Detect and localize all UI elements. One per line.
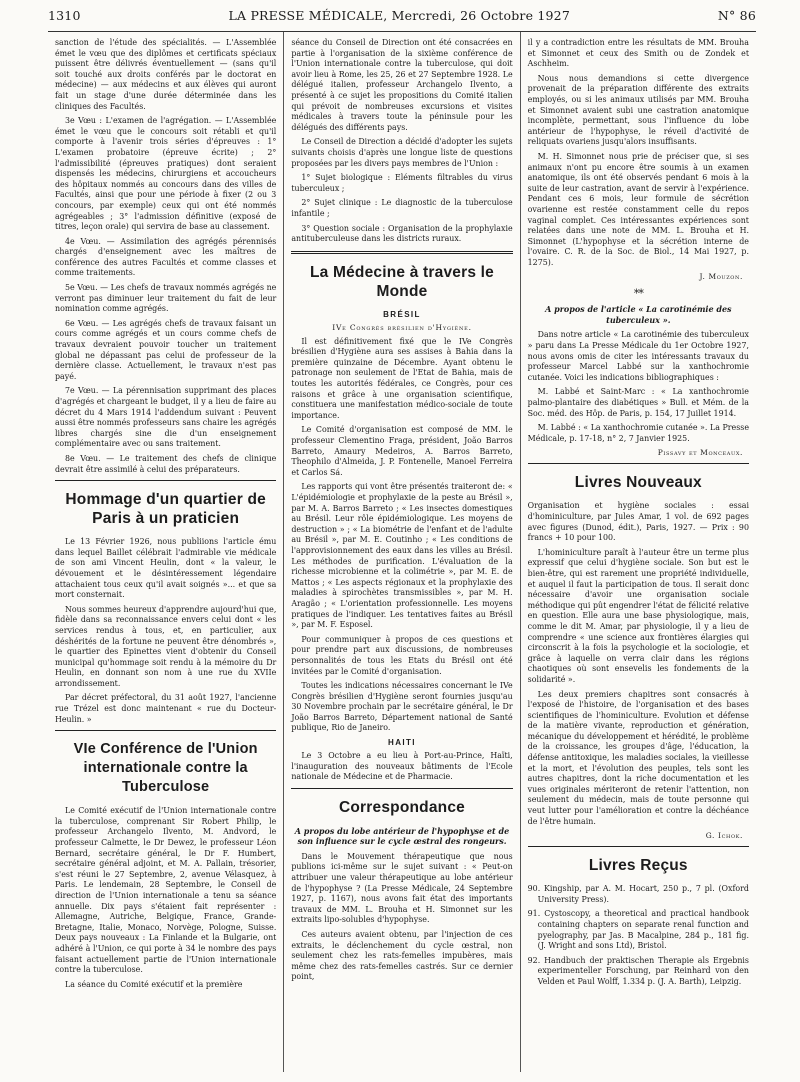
hommage-title: Hommage d'un quartier de Paris à un praticien bbox=[65, 491, 266, 528]
column-2 bbox=[283, 32, 519, 1072]
publication-title: LA PRESSE MÉDICALE, Mercredi, 26 Octobre 1927 bbox=[228, 8, 570, 23]
paragraph: 2° Sujet clinique : Le diagnostic de la tuberculose infantile ; bbox=[291, 198, 513, 218]
paragraph: Dans notre article « La carotinémie des tuberculeux » paru dans La Presse Médicale du 1er Octobre 1927, nous avons omis de citer les intéressants travaux du professeur Marcel Labbé sur la xanthochromie cutanée. Voici les indications bibliographiques : bbox=[527, 330, 749, 382]
paragraph: M. H. Simonnet nous prie de préciser que, si ses animaux n'ont pu encore être soumis à un examen anatomique, ils ont été observés pendant 6 mois à la suite de leur castration, avant de servir à l'expérience. Pendant ces 6 mois, leur formule de sécrétion ovarienne est restée constamment celle du repos vaginal complet. Ces intéressantes expériences sont relatées dans une note de MM. L. Brouha et H. Simonnet (L'hypophyse et la sécrétion interne de l'ovaire. C. R. de la Soc. de Biol., 14 Mai 1927, p. 1275). bbox=[527, 151, 749, 267]
paragraph: Par décret préfectoral, du 31 août 1927, l'ancienne rue Trézel est donc maintenant « rue du Docteur-Heulin. » bbox=[55, 693, 277, 724]
paragraph: Le Conseil de Direction a décidé d'adopter les sujets suivants choisis d'après une longue liste de questions proposées par les divers pays membres de l'Union : bbox=[291, 137, 513, 168]
page-number: 1310 bbox=[48, 8, 81, 23]
paragraph: Nous sommes heureux d'apprendre aujourd'hui que, fidèle dans sa reconnaissance envers celui dont « les services rendus à tous, et, en particulier, aux déshérités de la fortune ne peuvent être dénombrés », le quartier des Epinettes vient d'obtenir du Conseil municipal qu'hommage soit rendu à la mémoire du Dr Heulin, en donnant son nom à une rue du XVIIe arrondissement. bbox=[55, 604, 277, 688]
paragraph: M. Labbé : « La xanthochromie cutanée ». La Presse Médicale, p. 17-18, n° 2, 7 Janvier 1925. bbox=[527, 423, 749, 443]
signature: G. Ichok. bbox=[705, 831, 743, 841]
paragraph: Le Comité exécutif de l'Union internationale contre la tuberculose, comprenant Sir Robert Philip, le professeur Archangelo Ilvento, M. Andvord, le professeur Calmette, le Dr Dewez, le professeur Léon Bernard, secrétaire général, le Dr F. Humbert, secrétaire général adjoint, et M. A. Pallain, trésorier, s'est réuni le 27 Septembre, 2, avenue Vélasquez, à Paris. Le lendemain, 28 Septembre, le Conseil de direction de l'Union internationale a tenu sa séance annuelle. Dix pays s'étaient fait représenter : Allemagne, Autriche, Belgique, France, Grande-Bretagne, Italie, Monaco, Norvège, Pologne, Suisse. Deux pays nouveaux : La Finlande et la Bulgarie, ont adhéré à l'Union, ce qui porte à 34 le nombre des pays faisant actuellement partie de l'Union internationale contre la tuberculose. bbox=[55, 806, 277, 975]
paragraph: Organisation et hygiène sociales : essai d'hominiculture, par Jules Amar, 1 vol. de 692 pages avec figures (Dunod, édit.), Paris, 1927. — Prix : 90 francs + 10 pour 100. bbox=[527, 501, 749, 543]
bresil-subheading: IVe Congrès brésilien d'Hygiène. bbox=[332, 322, 472, 332]
bresil-heading: BRÉSIL bbox=[383, 309, 421, 319]
paragraph: sanction de l'étude des spécialités. — L'Assemblée émet le vœu que des diplômes et certificats spéciaux puissent être délivrés éventuellement — (sans qu'il soit touché aux droits conférés par le doctorat en médecine) — aux médecins et aux élèves qui auront fait un stage d'une durée déterminée dans les cliniques des Facultés. bbox=[55, 38, 277, 111]
divider bbox=[528, 846, 749, 847]
article-heading: A propos de l'article « La carotinémie des tuberculeux ». bbox=[545, 304, 732, 325]
paragraph: Le 13 Février 1926, nous publiions l'article ému dans lequel Baillet célébrait l'admirable vie médicale de son ami Vincent Heulin, dont « la valeur, le dévouement et le désintéressement légendaire attachaient tous ceux qu'il avait soignés »... et que sa mort consternait. bbox=[55, 537, 277, 600]
divider bbox=[291, 788, 512, 789]
running-header bbox=[48, 0, 756, 32]
paragraph: Les deux premiers chapitres sont consacrés à l'exposé de l'histoire, de l'organisation et des bases scientifiques de l'hominiculture. Evolution et défense de la matière vivante, reproduction et génération, mécanique du développement et hérédité, le problème de la croissance, les groupes d'âge, l'éducation, la défense antitoxique, les maladies sociales, la vieillesse et la mort, et l'évolution des peuples, tels sont les autres chapitres, dont la riche documentation et les vues originales mériteront de retenir l'attention, non seulement du médecin, mais de toute personne qui veut lutter pour l'amélioration et contre la déchéance de l'être humain. bbox=[527, 689, 749, 826]
paragraph: 3° Question sociale : Organisation de la prophylaxie antituberculeuse dans les districts ruraux. bbox=[291, 223, 513, 244]
paragraph: Pour communiquer à propos de ces questions et pour prendre part aux discussions, de nombreuses personnalités de tous les Etats du Brésil ont été invitées par le Comité d'organisation. bbox=[291, 634, 513, 676]
correspondance-subheading: A propos du lobe antérieur de l'hypophyse et de son influence sur le cycle œstral des rongeurs. bbox=[294, 825, 510, 847]
signature: Pissavy et Monceaux. bbox=[657, 448, 743, 458]
divider bbox=[291, 251, 512, 254]
paragraph: 8e Vœu. — Le traitement des chefs de clinique devrait être assimilé à celui des préparateurs. bbox=[55, 453, 277, 474]
conference-title: VIe Conférence de l'Union internationale contre la Tuberculose bbox=[73, 741, 258, 796]
livres-nouveaux-title: Livres Nouveaux bbox=[574, 474, 702, 492]
paragraph: Ces auteurs avaient obtenu, par l'injection de ces extraits, le déclenchement du cycle œstral, non seulement chez les rats-femelles impubères, mais même chez des rats-femelles castrés. Sur ce dernier point, bbox=[291, 930, 513, 982]
monde-title: La Médecine à travers le Monde bbox=[309, 263, 494, 300]
paragraph: Toutes les indications nécessaires concernant le IVe Congrès brésilien d'Hygiène seront fournies jusqu'au 30 Novembre prochain par le secrétaire général, le Dr João Barros Barreto, Département national de Santé publique, Rio de Janeiro. bbox=[291, 681, 513, 733]
paragraph: Les rapports qui vont être présentés traiteront de: « L'épidémiologie et prophylaxie de la peste au Brésil », par M. A. Barros Barreto ; « Les insectes domestiques au Brésil. Leur rôle épidémiologique. Les moyens de destruction » ; « La biométrie de l'enfant et de l'adulte au Brésil », par M. E. Coutinho ; « Les conditions de l'approvisionnement des eaux dans les villes au Brésil. Les méthodes de purification. L'évaluation de la richesse microbienne et la colimétrie », par M. E. de Mattos ; « Les aspects régionaux et la prophylaxie des maladies à spirochètes transmissibles », par M. H. Aragão ; « L'orientation professionnelle. Les moyens pratiques de l'indiquer. Les tentatives faites au Brésil », par M. F. Esposel. bbox=[291, 482, 513, 630]
paragraph: il y a contradiction entre les résultats de MM. Brouha et Simonnet et ceux des Smith ou de Zondek et Aschheim. bbox=[527, 38, 749, 69]
columns bbox=[48, 32, 756, 1072]
paragraph: Le Comité d'organisation est composé de MM. le professeur Clementino Fraga, président, João Barros Barreto, Amaury Medeiros, A. Barros Barreto, Theophilo d'Almeida, J. P. Fontenelle, Manoel Ferreira et Carlos Sá. bbox=[291, 425, 513, 477]
paragraph: La séance du Comité exécutif et la première bbox=[65, 979, 243, 989]
paragraph: 3e Vœu : L'examen de l'agrégation. — L'Assemblée émet le vœu que le concours soit rétabli et qu'il comporte à l'avenir trois séries d'épreuves : 1° L'examen probatoire (épreuve écrite) ; 2° l'admissibilité (épreuves pratiques) dont seraient dispensés les médecins, chirurgiens et accoucheurs des hôpitaux nommés au concours dans des villes de Facultés, ainsi que pour une période à fixer (2 ou 3 concours, par exemple) ceux qui ont été nommés agrégeables ; 3° l'admission définitive (exposé de titres, leçon orale) qui servira de base au classement. bbox=[55, 116, 277, 232]
haiti-heading: HAITI bbox=[388, 738, 416, 748]
correspondance-title: Correspondance bbox=[339, 798, 465, 816]
paragraph: 5e Vœu. — Les chefs de travaux nommés agrégés ne verront pas diminuer leur traitement du fait de leur nomination comme agrégés. bbox=[55, 283, 277, 314]
paragraph: 1° Sujet biologique : Eléments filtrables du virus tuberculeux ; bbox=[291, 173, 513, 193]
paragraph: Il est définitivement fixé que le IVe Congrès brésilien d'Hygiène aura ses assises à Bahia dans la première quinzaine de Décembre. Ayant obtenu le patronage non seulement de l'Etat de Bahia, mais de toutes les autorités fédérales, ce Congrès, pour ces raisons et grâce à une organisation scientifique, constituera une manifestation médico-sociale de toute importance. bbox=[291, 336, 513, 420]
column-3 bbox=[520, 32, 756, 1072]
livres-recus-title: Livres Reçus bbox=[588, 857, 688, 875]
paragraph: Le 3 Octobre a eu lieu à Port-au-Prince, Haïti, l'inauguration des nouveaux bâtiments de l'Ecole nationale de Médecine et de Pharmacie. bbox=[291, 751, 513, 782]
divider bbox=[55, 730, 276, 731]
issue-number: N° 86 bbox=[717, 8, 756, 23]
list-item: 92. Handbuch der praktischen Therapie als Ergebnis experimenteller Forschung, par Reinhard von den Velden et Paul Wolff, 1.334 p. (J. A. Barth), Leipzig. bbox=[527, 955, 749, 986]
signature: J. Mouzon. bbox=[699, 272, 743, 282]
list-item: 91. Cystoscopy, a theoretical and practical handbook containing chapters on separate renal function and pyelography, par Jas. B Macalpine, 284 p., 181 fig. (J. Wright and sons Ltd), Bristol. bbox=[527, 909, 749, 951]
paragraph: L'hominiculture paraît à l'auteur être un terme plus expressif que celui d'hygiène sociale. Son but est le bien-être, qui est rarement une propriété individuelle, et auquel il faut la participation de tous. Il serait donc nécessaire d'avoir une organisation sociale méthodique qui pût engendrer l'état de félicité relative en question. Elle aura une base physiologique, mais, comme le dit M. Amar, par physiologie, il y a lieu de comprendre « une science aux frontières élargies qui circonscrit à la fois la psychologie et la sociologie, et grâce à laquelle on verra clair dans les régions chaotiques où sont ensevelis les fondements de la solidarité ». bbox=[527, 547, 749, 684]
paragraph: Nous nous demandions si cette divergence provenait de la préparation différente des extraits employés, ou si les animaux utilisés par MM. Brouha et Simonnet avaient subi une castration anatomique incomplète, permettant, sous l'influence du lobe antérieur de l'hypophyse, le réveil d'activité de reliquats ovariens jusqu'alors insuffisants. bbox=[527, 73, 749, 147]
paragraph: 4e Vœu. — Assimilation des agrégés pérennisés chargés d'enseignement avec les maîtres de conférence des autres Facultés et comme classes et comme traitements. bbox=[55, 236, 277, 278]
divider bbox=[528, 463, 749, 464]
paragraph: 6e Vœu. — Les agrégés chefs de travaux faisant un cours comme agrégés et un cours comme chefs de travaux devraient pouvoir toucher un traitement global ne dépassant pas celui de professeur de la dernière classe. Actuellement, le travaux n'est pas payé. bbox=[55, 318, 277, 381]
list-item: 90. Kingship, par A. M. Hocart, 250 p., 7 pl. (Oxford University Press). bbox=[527, 884, 749, 904]
paragraph: 7e Vœu. — La pérennisation supprimant des places d'agrégés et chargeant le budget, il y a lieu de faire au décret du 4 Mars 1914 l'addendum suivant : Peuvent aussi être nommés professeurs sans chaire les agrégés libres chargés sine die d'un enseignement complémentaire avec ou sans traitement. bbox=[55, 386, 277, 449]
paragraph: séance du Conseil de Direction ont été consacrées en partie à l'organisation de la sixième conférence de l'Union internationale contre la tuberculose, qui doit avoir lieu à Rome, les 25, 26 et 27 Septembre 1928. Le délégué italien, professeur Archangelo Ilvento, a présenté à ce sujet les propositions du Comité italien qui prévoit de nombreuses excursions et visites médicales à travers toute la péninsule pour les délégués des différents pays. bbox=[291, 38, 513, 132]
column-1 bbox=[48, 32, 283, 1072]
asterism-icon: ** bbox=[633, 287, 643, 301]
paragraph: M. Labbé et Saint-Marc : « La xanthochromie palmo-plantaire des diabétiques » Bull. et Mém. de la Soc. méd. des Hôp. de Paris, p. 154, 17 Juillet 1914. bbox=[527, 387, 749, 418]
paragraph: Dans le Mouvement thérapeutique que nous publions ici-même sur le sujet suivant : « Peut-on attribuer une valeur thérapeutique au lobe antérieur de l'hypophyse ? (La Presse Médicale, 24 Septembre 1927, p. 1167), nous avons fait état des importants travaux de MM. L. Brouha et H. Simonnet sur les extraits lipo-solubles d'hypophyse. bbox=[291, 851, 513, 925]
divider bbox=[55, 480, 276, 481]
